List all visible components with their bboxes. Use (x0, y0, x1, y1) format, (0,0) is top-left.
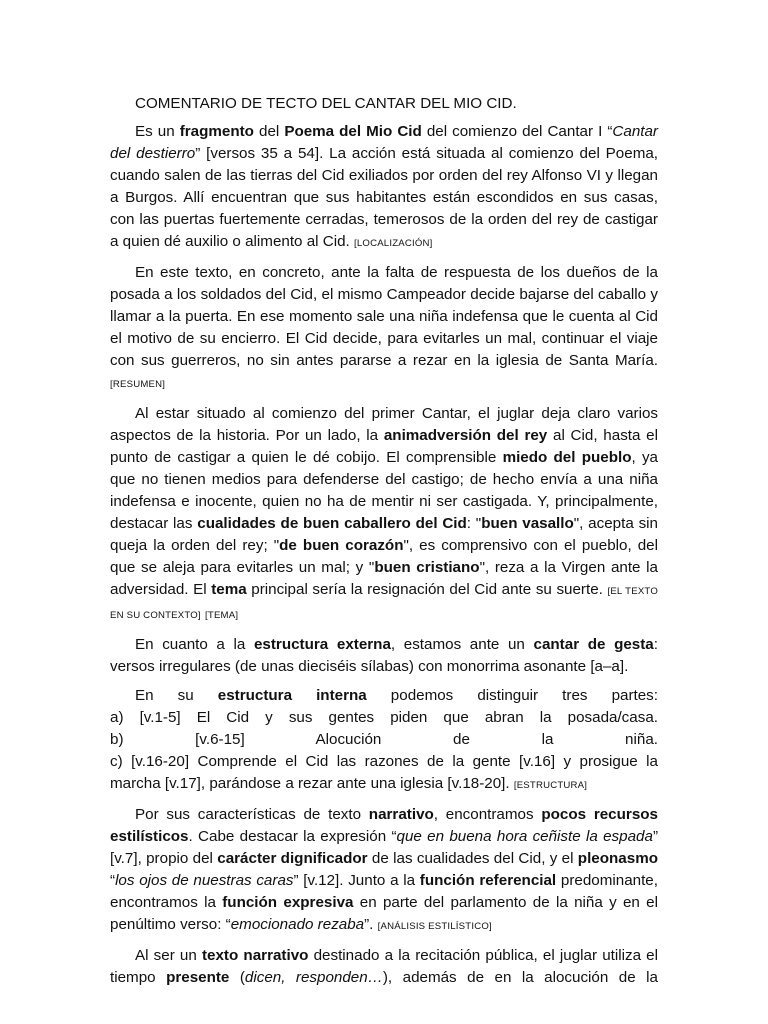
paragraph-resumen: En este texto, en concreto, ante la falta de respuesta de los dueños de la posada a los soldados del Cid, el mismo Campeador decide bajarse del caballo y llamar a la puerta. En ese momento sale una niña indefensa que le cuenta al Cid el motivo de su encierro. El Cid decide, para evitarles un mal, continuar el viaje con sus guerreros, no sin antes pararse a rezar en la iglesia de Santa María. [RESUMEN] (110, 264, 658, 390)
section-tag: [RESUMEN] (110, 379, 166, 390)
structure-intro-line: En su estructura interna podemos distinguir tres partes: (135, 687, 658, 704)
paragraph-estructura-externa: En cuanto a la estructura externa, estamos ante un cantar de gesta: versos irregulares (de unas dieciséis sílabas) con monorrima asonante [a–a]. (110, 636, 658, 675)
structure-part-a: a) [v.1-5] El Cid y sus gentes piden que abran la posada/casa. (110, 709, 658, 726)
paragraph-localizacion: Es un fragmento del Poema del Mio Cid del comienzo del Cantar I “Cantar del destierro” [versos 35 a 54]. La acción está situada al comienzo del Poema, cuando salen de las tierras del Cid exiliados por orden del rey Alfonso VI y llegan a Burgos. Allí encuentran que sus habitantes están escondidos en sus casas, con las puertas fuertemente cerradas, temerosos de la orden del rey de castigar a quien dé auxilio o alimento al Cid. [LOCALIZACIÓN] (110, 123, 659, 250)
structure-part-c: c) [v.16-20] Comprende el Cid las razones de la gente [v.16] y prosigue la marcha [v.17], parándose a rezar ante una iglesia [v.18-20]. [ESTRUCTURA] (110, 753, 658, 792)
section-tag: [EL TEXTO EN SU CONTEXTO] (110, 586, 658, 621)
paragraph-analisis-estilistico: Por sus características de texto narrativo, encontramos pocos recursos estilísticos. Cabe destacar la expresión “que en buena hora ceñiste la espada” [v.7], propio del carácter dignificador de las cualidades del Cid, y el pleonasmo “los ojos de nuestras caras” [v.12]. Junto a la función referencial predominante, encontramos la función expresiva en parte del parlamento de la niña y en el penúltimo verso: “emocionado rezaba”. [ANÁLISIS ESTILÍSTICO] (110, 806, 659, 933)
paragraph-contexto: Al estar situado al comienzo del primer Cantar, el juglar deja claro varios aspectos de la historia. Por un lado, la animadversión del rey al Cid, hasta el punto de castigar a quien le dé cobijo. El comprensible miedo del pueblo, ya que no tienen medios para defenderse del castigo; de hecho envía a una niña indefensa e inocente, quien no ha de mentir ni ser castigada. Y, principalmente, destacar las cualidades de buen caballero del Cid: "buen vasallo", acepta sin queja la orden del rey; "de buen corazón", es comprensivo con el pueblo, del que se aleja para evitarles un mal; y "buen cristiano", reza a la Virgen ante la adversidad. El tema principal sería la resignación del Cid ante su suerte. [EL TEXTO EN SU CONTEXTO] [TEMA] (110, 405, 659, 621)
section-tag: [TEMA] (205, 610, 239, 621)
section-tag: [ESTRUCTURA] (513, 780, 588, 791)
section-tag: [LOCALIZACIÓN] (354, 238, 433, 249)
paragraph-estructura-interna (110, 685, 658, 797)
structure-part-b: b) [v.6-15] Alocución de la niña. (110, 731, 658, 748)
section-tag: [ANÁLISIS ESTILÍSTICO] (377, 921, 492, 932)
document-title: COMENTARIO DE TECTO DEL CANTAR DEL MIO CID. (135, 95, 517, 112)
paragraph-texto-narrativo: Al ser un texto narrativo destinado a la recitación pública, el juglar utiliza el tiempo presente (dicen, responden…), además de en la alocución de la (110, 947, 659, 986)
